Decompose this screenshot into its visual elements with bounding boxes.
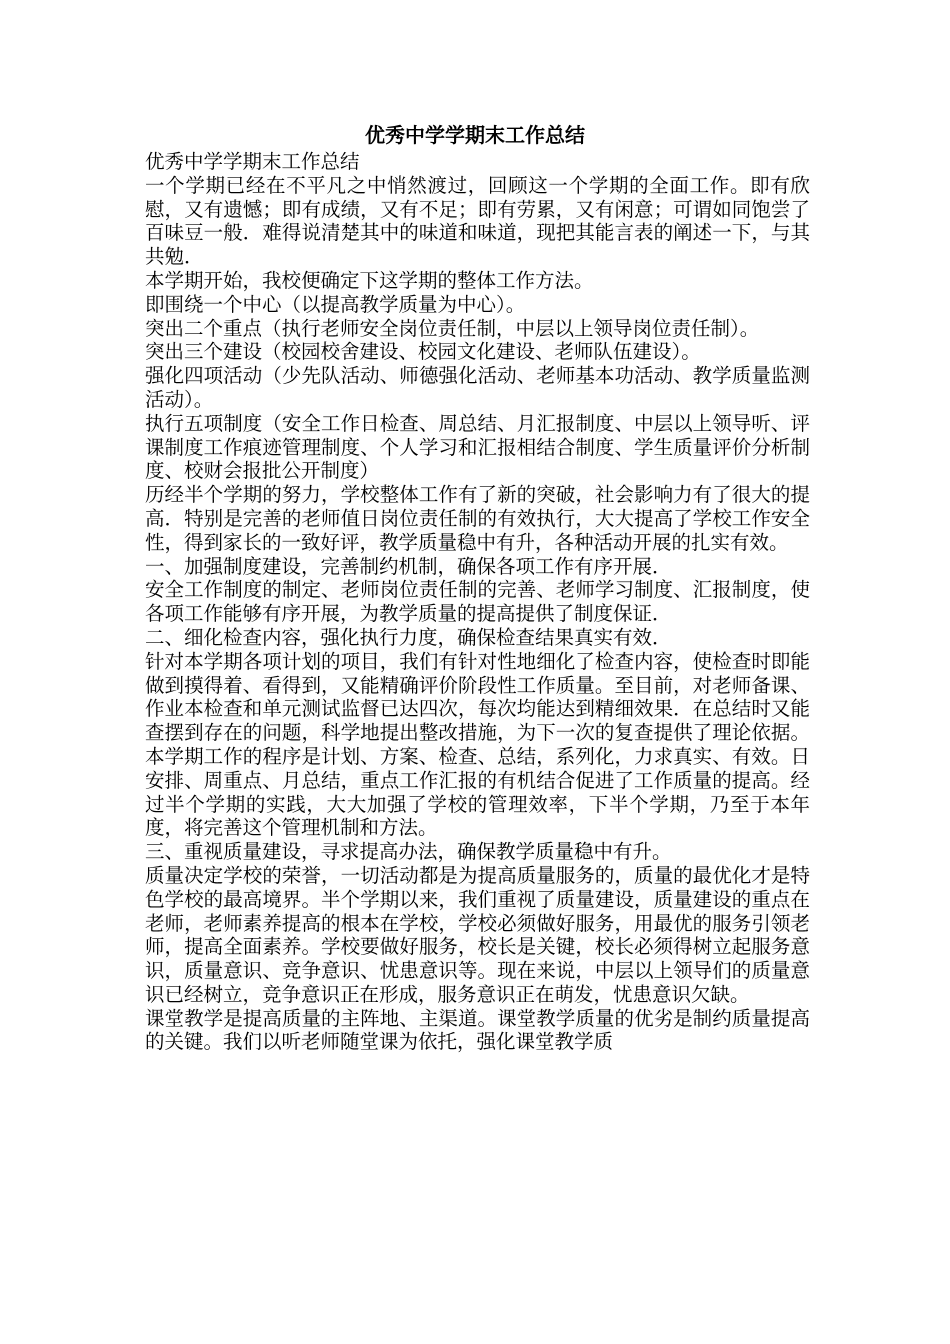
section-heading: 二、细化检查内容，强化执行力度，确保检查结果真实有效． [145,625,672,649]
paragraph: 历经半个学期的努力，学校整体工作有了新的突破，社会影响力有了很大的提高．特别是完善的老师值日岗位责任制的有效执行，大大提高了学校工作安全性，得到家长的一致好评，教学质量稳中有升，各种活动开展的扎实有效。 [145,483,810,554]
paragraph: 优秀中学学期末工作总结 [145,150,360,173]
paragraph: 针对本学期各项计划的项目，我们有针对性地细化了检查内容，使检查时即能做到摸得着、看得到，又能精确评价阶段性工作质量。至目前，对老师备课、作业本检查和单元测试监督已达四次，每次均能达到精细效果．在总结时又能查摆到存在的问题，科学地提出整改措施，为下一次的复查提供了理论依据。本学期工作的程序是计划、方案、检查、总结，系列化，力求真实、有效。日安排、周重点、月总结，重点工作汇报的有机结合促进了工作质量的提高。经过半个学期的实践，大大加强了学校的管理效率，下半个学期，乃至于本年度，将完善这个管理机制和方法。 [145,649,810,840]
document-body [145,150,810,1054]
paragraph: 即围绕一个中心（以提高教学质量为中心）。 [145,292,526,316]
section-heading: 三、重视质量建设，寻求提高办法，确保教学质量稳中有升。 [145,840,672,864]
paragraph: 执行五项制度（安全工作日检查、周总结、月汇报制度、中层以上领导听、评课制度工作痕迹管理制度、个人学习和汇报相结合制度、学生质量评价分析制度、校财会报批公开制度） [145,411,810,483]
paragraph: 本学期开始，我校便确定下这学期的整体工作方法。 [145,268,594,292]
paragraph: 课堂教学是提高质量的主阵地、主渠道。课堂教学质量的优劣是制约质量提高的关键。我们以听老师随堂课为依托，强化课堂教学质 [145,1006,810,1054]
paragraph: 安全工作制度的制定、老师岗位责任制的完善、老师学习制度、汇报制度，使各项工作能够有序开展，为教学质量的提高提供了制度保证． [145,578,810,626]
document-title: 优秀中学学期末工作总结 [365,123,585,147]
paragraph: 质量决定学校的荣誉，一切活动都是为提高质量服务的，质量的最优化才是特色学校的最高境界。半个学期以来，我们重视了质量建设，质量建设的重点在老师，老师素养提高的根本在学校，学校必须做好服务，用最优的服务引领老师，提高全面素养。学校要做好服务，校长是关键，校长必须得树立起服务意识，质量意识、竞争意识、忧患意识等。现在来说，中层以上领导们的质量意识已经树立，竞争意识正在形成，服务意识正在萌发，忧患意识欠缺。 [145,863,810,1006]
paragraph: 突出三个建设（校园校舍建设、校园文化建设、老师队伍建设）。 [145,340,701,364]
paragraph: 一个学期已经在不平凡之中悄然渡过，回顾这一个学期的全面工作。即有欣慰，又有遗憾；即有成绩，又有不足；即有劳累，又有闲意；可谓如同饱尝了百味豆一般．难得说清楚其中的味道和味道，现把其能言表的阐述一下，与其共勉． [145,173,810,269]
paragraph: 突出二个重点（执行老师安全岗位责任制，中层以上领导岗位责任制）。 [145,316,760,340]
section-heading: 一、加强制度建设，完善制约机制，确保各项工作有序开展． [145,554,672,578]
paragraph: 强化四项活动（少先队活动、师德强化活动、老师基本功活动、教学质量监测活动）。 [145,364,810,411]
